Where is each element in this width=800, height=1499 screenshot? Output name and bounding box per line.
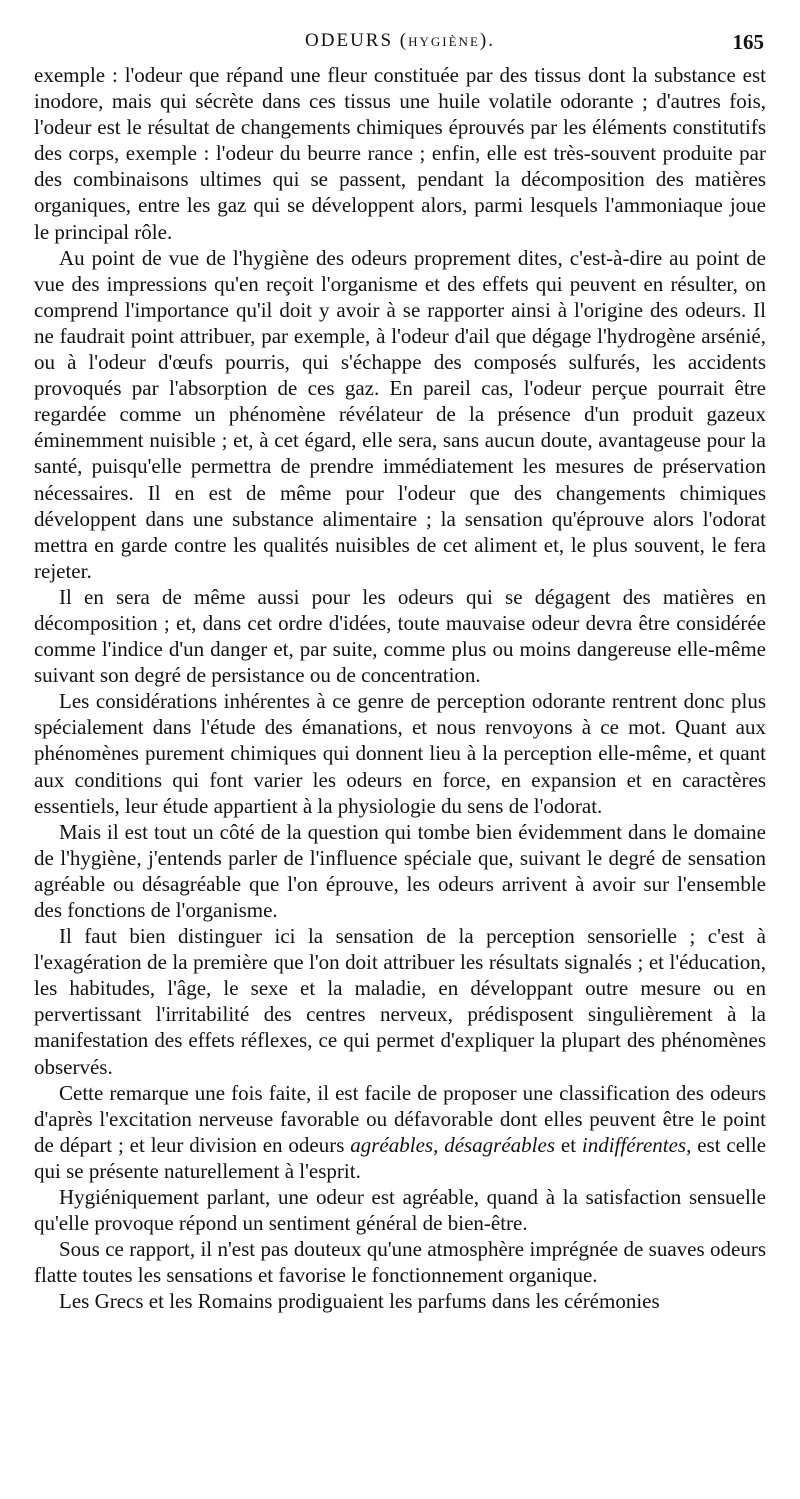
paragraph: Il faut bien distinguer ici la sensation de la perception sensorielle ; c'est à l'exagération de la première que l'on doit attribuer les résultats signalés ; et l'éducation, les habitudes, l'âge, le sexe et la maladie, en développant outre mesure ou en pervertissant l'irritabilité des centres nerveux, prédisposent singulièrement à la manifestation des effets réflexes, ce qui permet d'expliquer la plupart des phénomènes observés. xyxy=(34,924,766,1079)
term-indifferentes: indifférentes xyxy=(581,1132,687,1157)
paragraph: Hygiéniquement parlant, une odeur est agréable, quand à la satisfaction sensuelle qu'elle provoque répond un sentiment général de bien-être. xyxy=(34,1185,766,1236)
paragraph-classification: Cette remarque une fois faite, il est facile de proposer une classification des odeurs d'après l'excitation nerveuse favorable ou défavorable dont elles peuvent être le point de départ ; et leur division en odeurs agréables, désagréables et indifférentes, est celle qui se présente naturellement à l'esprit. xyxy=(34,1080,767,1183)
term-agreables: agréables xyxy=(350,1132,434,1157)
paragraph: Les Grecs et les Romains prodiguaient les parfums dans les cérémonies xyxy=(59,1289,660,1314)
running-title-main: ODEURS ( xyxy=(305,30,409,51)
running-header xyxy=(34,30,766,60)
running-title xyxy=(34,30,766,52)
page-number: 165 xyxy=(732,30,764,54)
term-desagreables: désagréables xyxy=(444,1132,556,1157)
paragraph: Il en sera de même aussi pour les odeurs qui se dégagent des matières en décomposition ; et, dans cet ordre d'idées, toute mauvaise odeur devra être considérée comme l'indice d'un danger et, par suite, comme plus ou moins dangereuse elle-même suivant son degré de persistance ou de concentration. xyxy=(34,584,766,688)
running-title-end: ). xyxy=(479,30,495,51)
paragraph: Mais il est tout un côté de la question qui tombe bien évidemment dans le domaine de l'hygiène, j'entends parler de l'influence spéciale que, suivant le degré de sensation agréable ou désagréable que l'on éprouve, les odeurs arrivent à avoir sur l'ensemble des fonctions de l'organisme. xyxy=(34,819,766,922)
paragraph: Sous ce rapport, il n'est pas douteux qu'une atmosphère imprégnée de suaves odeurs flatte toutes les sensations et favorise le fonctionnement organique. xyxy=(34,1237,766,1288)
body-text xyxy=(34,62,766,1315)
paragraph: Les considérations inhérentes à ce genre de perception odorante rentrent donc plus spécialement dans l'étude des émanations, et nous renvoyons à ce mot. Quant aux phénomènes purement chimiques qui donnent lieu à la perception elle-même, et quant aux conditions qui font varier les odeurs en force, en expansion et en caractères essentiels, leur étude appartient à la physiologie du sens de l'odorat. xyxy=(34,689,766,818)
running-title-subject: HYGIÈNE xyxy=(408,34,480,49)
paragraph-continued: exemple : l'odeur que répand une fleur constituée par des tissus dont la substance est inodore, mais qui sécrète dans ces tissus une huile volatile odorante ; d'autres fois, l'odeur est le résultat de changements chimiques éprouvés par les éléments constitutifs des corps, exemple : l'odeur du beurre rance ; enfin, elle est très-souvent produite par des combinaisons ultimes qui se passent, pendant la décomposition des matières organiques, entre les gaz qui se développent alors, parmi lesquels l'ammoniaque joue le principal rôle. xyxy=(34,63,766,244)
paragraph: Au point de vue de l'hygiène des odeurs proprement dites, c'est-à-dire au point de vue des impressions qu'en reçoit l'organisme et des effets qui peuvent en résulter, on comprend l'importance qu'il doit y avoir à se rapporter ainsi à l'origine des odeurs. Il ne faudrait point attribuer, par exemple, à l'odeur d'ail que dégage l'hydrogène arsénié, ou à l'odeur d'œufs pourris, qui s'échappe des composés sulfurés, les accidents provoqués par l'absorption de ces gaz. En pareil cas, l'odeur perçue pourrait être regardée comme un phénomène révélateur de la présence d'un produit gazeux éminemment nuisible ; et, à cet égard, elle sera, sans aucun doute, avantageuse pour la santé, puisqu'elle permettra de prendre immédiatement les mesures de préservation nécessaires. Il en est de même pour l'odeur que des changements chimiques développent dans une substance alimentaire ; la sensation qu'éprouve alors l'odorat mettra en garde contre les qualités nuisibles de cet aliment et, le plus souvent, le fera rejeter. xyxy=(34,245,766,583)
